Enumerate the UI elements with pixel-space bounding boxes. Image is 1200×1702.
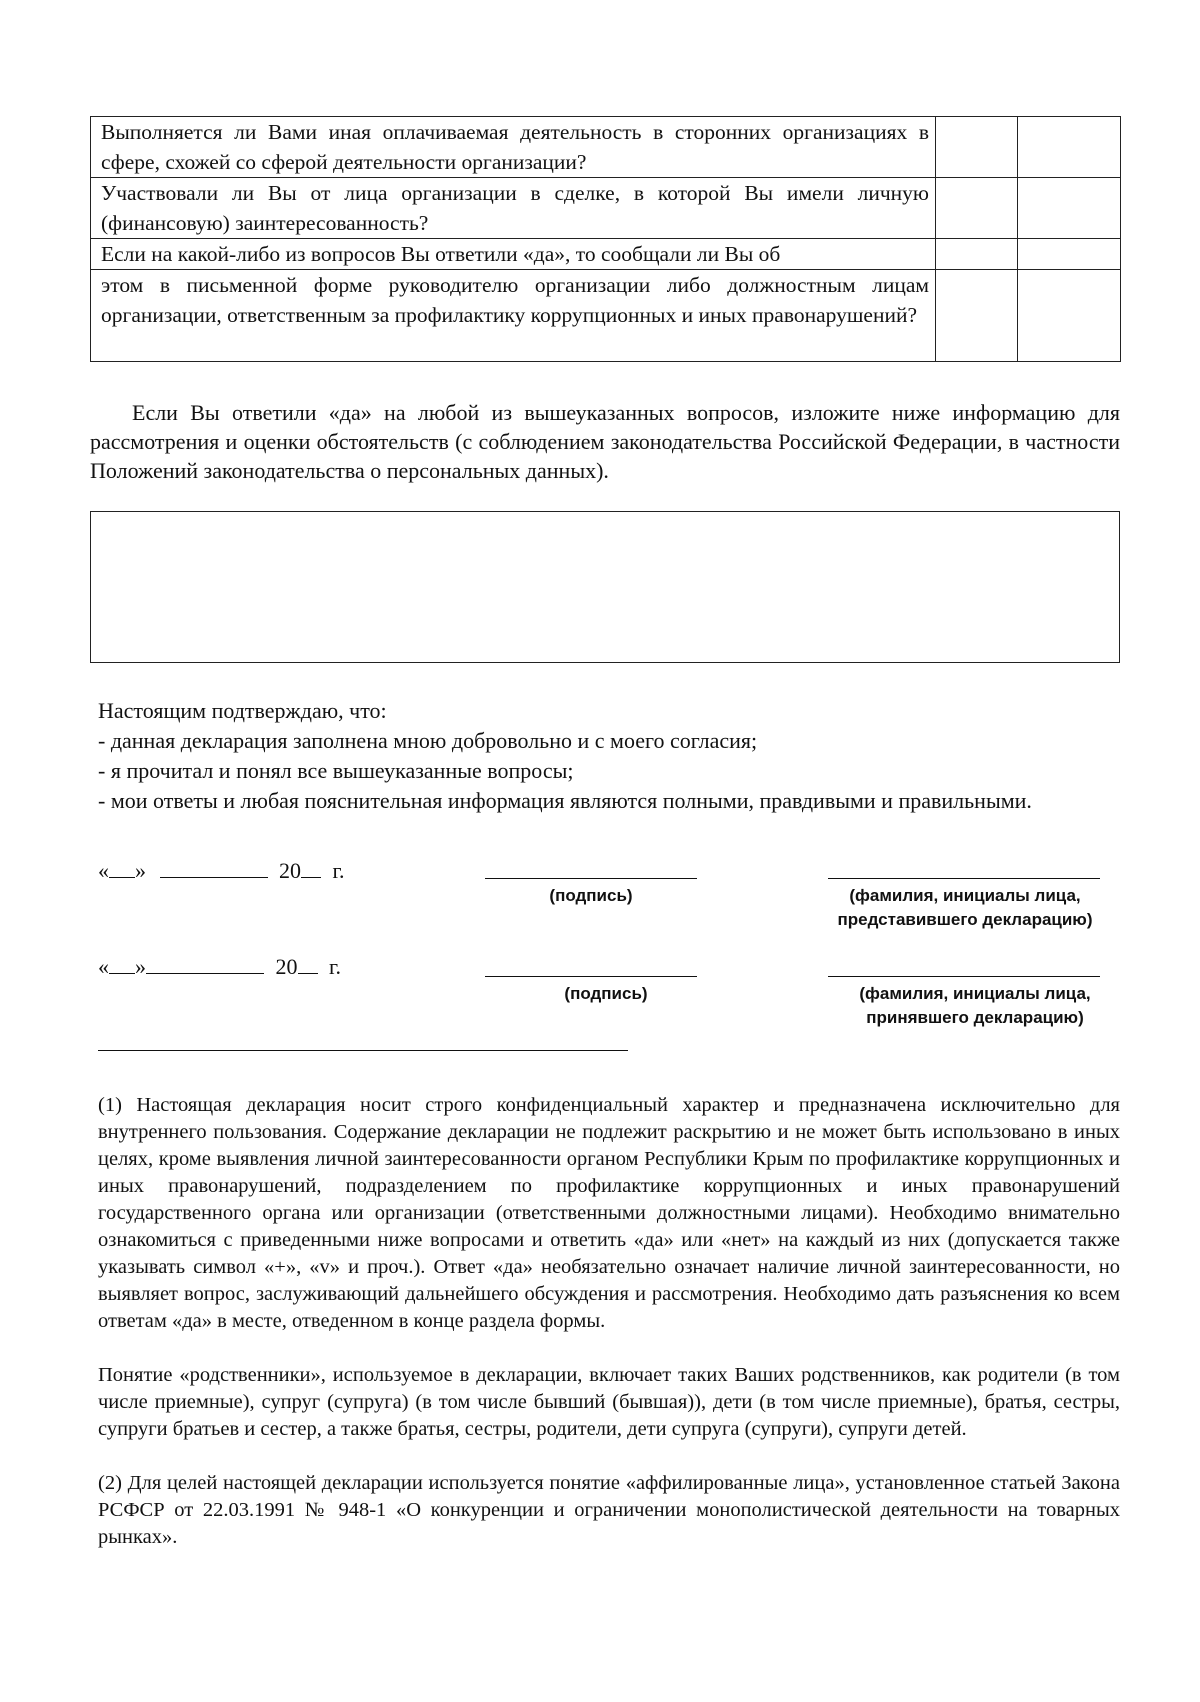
footnote-1: (1) Настоящая декларация носит строго конфиденциальный характер и предназначена исключительно для внутреннего пользования. Содержание декларации не подлежит раскрытию и не может быть использовано в иных целях, кроме выявления личной заинтересованности органом Республики Крым по профилактике коррупционных и иных правонарушений, подразделением по профилактике коррупционных и иных правонарушений государственного органа или организации (ответственными должностными лицами). Необходимо внимательно ознакомиться с приведенными ниже вопросами и ответить «да» или «нет» на каждый из них (допускается также указывать символ «+», «v» и проч.). Ответ «да» необязательно означает наличие личной заинтересованности, но выявляет вопрос, заслуживающий дальнейшего обсуждения и рассмотрения. Необходимо дать разъяснения ко всем ответам «да» в месте, отведенном в конце раздела формы. [98, 1094, 1120, 1332]
date-close-quote: » [135, 954, 146, 979]
name-caption-line: (фамилия, инициалы лица, [859, 984, 1091, 1003]
question-text: Участвовали ли Вы от лица организации в сделке, в которой Вы имели личную (финансовую) заинтересованность? [91, 178, 936, 239]
date-open-quote: « [98, 858, 109, 883]
instruction-paragraph [90, 398, 1120, 485]
signature-line[interactable] [485, 976, 697, 977]
signature-line[interactable] [485, 878, 697, 879]
signature-caption: (подпись) [549, 886, 633, 905]
year-blank[interactable] [298, 955, 318, 974]
name-caption-line: (фамилия, инициалы лица, [849, 886, 1081, 905]
year-suffix: г. [332, 858, 345, 883]
day-blank[interactable] [109, 955, 135, 974]
name-caption-line: представившего декларацию) [837, 910, 1093, 929]
answer-no-cell[interactable] [1018, 239, 1121, 270]
day-blank[interactable] [109, 859, 135, 878]
questions-table [90, 116, 1121, 362]
answer-yes-cell[interactable] [936, 270, 1018, 362]
table-row [91, 178, 1121, 239]
answer-no-cell[interactable] [1018, 270, 1121, 362]
question-text: Если на какой-либо из вопросов Вы ответили «да», то сообщали ли Вы об [91, 239, 936, 270]
year-blank[interactable] [301, 859, 321, 878]
month-blank[interactable] [160, 859, 268, 878]
answer-no-cell[interactable] [1018, 178, 1121, 239]
table-row [91, 270, 1121, 362]
explanation-box[interactable] [90, 511, 1120, 663]
footnote-relatives: Понятие «родственники», используемое в декларации, включает таких Ваших родственников, как родители (в том числе приемные), супруг (супруга) (в том числе бывший (бывшая)), дети (в том числе приемные), братья, сестры, супруги братьев и сестер, а также братья, сестры, родители, дети супруга (супруги), супруги детей. [98, 1364, 1120, 1440]
answer-yes-cell[interactable] [936, 178, 1018, 239]
answer-yes-cell[interactable] [936, 117, 1018, 178]
date-open-quote: « [98, 954, 109, 979]
signature-caption: (подпись) [564, 984, 648, 1003]
date-field-received[interactable] [98, 954, 341, 980]
name-caption [815, 884, 1115, 932]
confirmation-item: - я прочитал и понял все вышеуказанные вопросы; [98, 758, 574, 783]
date-field-submitted[interactable] [98, 858, 345, 884]
year-prefix: 20 [275, 954, 298, 979]
name-line[interactable] [828, 976, 1100, 977]
confirmation-item: - мои ответы и любая пояснительная информация являются полными, правдивыми и правильными. [98, 788, 1032, 813]
confirmation-item: - данная декларация заполнена мною добровольно и с моего согласия; [98, 728, 758, 753]
confirmation-intro: Настоящим подтверждаю, что: [98, 698, 387, 723]
date-close-quote: » [135, 858, 146, 883]
year-prefix: 20 [279, 858, 301, 883]
name-caption [825, 982, 1125, 1030]
footnote-divider [98, 1050, 628, 1051]
instruction-text: Если Вы ответили «да» на любой из вышеуказанных вопросов, изложите ниже информацию для рассмотрения и оценки обстоятельств (с соблюдением законодательства Российской Федерации, в частности Положений законодательства о персональных данных). [90, 400, 1120, 483]
month-blank[interactable] [146, 955, 264, 974]
question-text: Выполняется ли Вами иная оплачиваемая деятельность в сторонних организациях в сфере, схожей со сферой деятельности организации? [91, 117, 936, 178]
table-row [91, 117, 1121, 178]
answer-no-cell[interactable] [1018, 117, 1121, 178]
footnote-2: (2) Для целей настоящей декларации используется понятие «аффилированные лица», установленное статьей Закона РСФСР от 22.03.1991 № 948-1 «О конкуренции и ограничении монополистической деятельности на товарных рынках». [98, 1472, 1120, 1548]
name-line[interactable] [828, 878, 1100, 879]
question-text: этом в письменной форме руководителю организации либо должностным лицам организации, ответственным за профилактику коррупционных и иных правонарушений? [91, 270, 936, 362]
answer-yes-cell[interactable] [936, 239, 1018, 270]
name-caption-line: принявшего декларацию) [866, 1008, 1084, 1027]
confirmation-section [98, 696, 1128, 816]
year-suffix: г. [329, 954, 342, 979]
table-row [91, 239, 1121, 270]
